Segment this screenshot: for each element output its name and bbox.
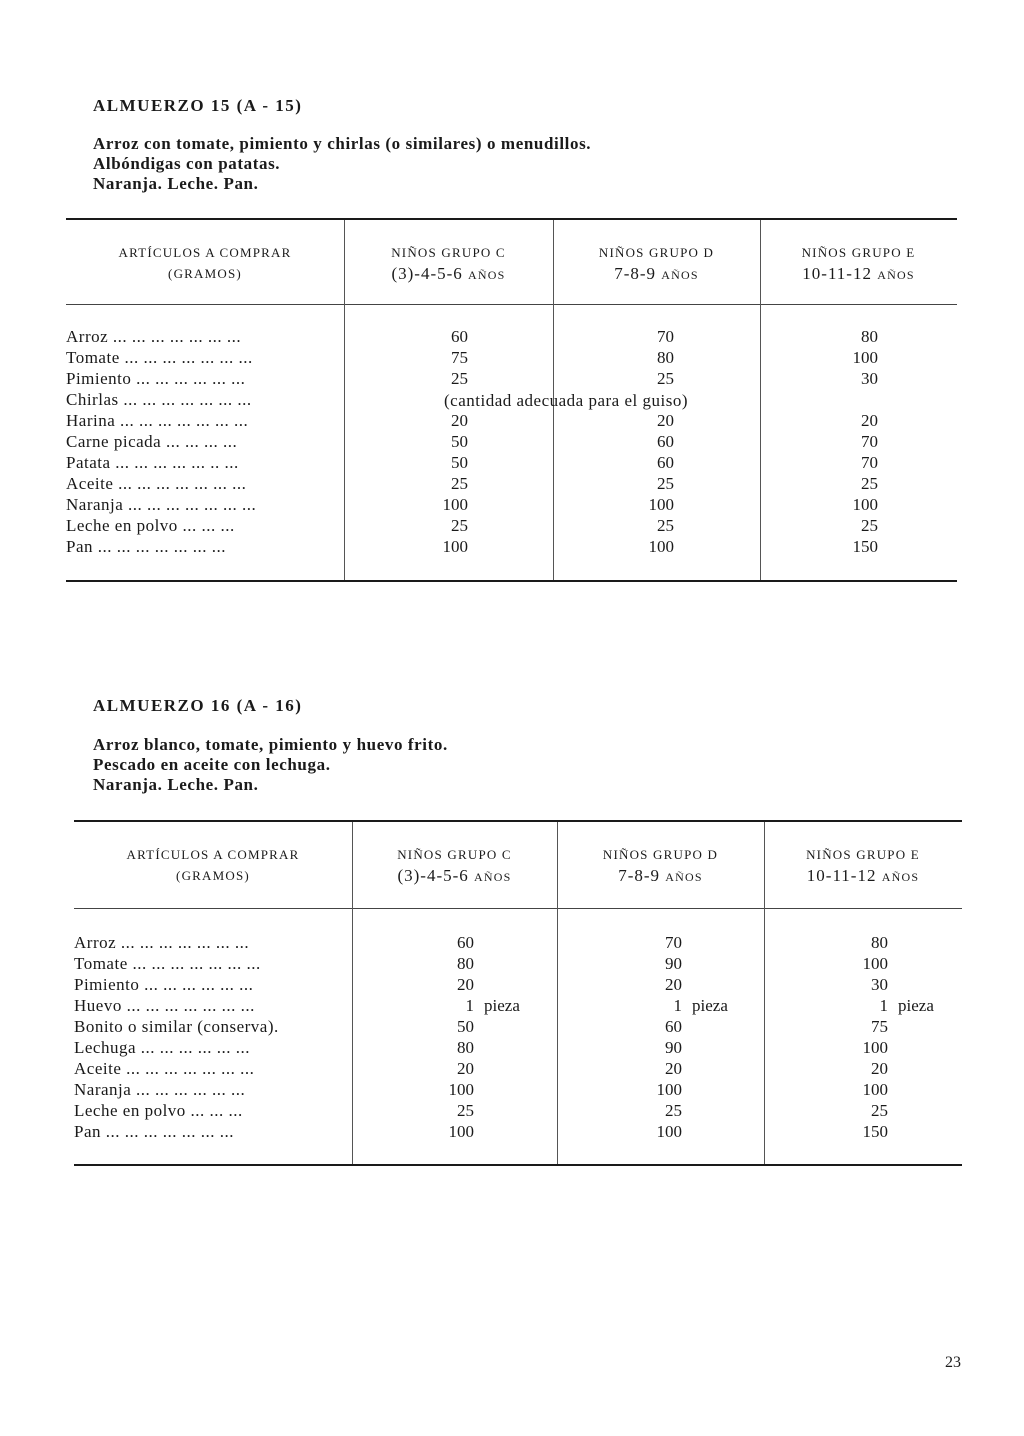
header-articles: ARTÍCULOS A COMPRAR (GRAMOS) — [118, 245, 292, 281]
value-group-d: 100 — [656, 1122, 682, 1141]
value-group-c: 100 — [448, 1080, 474, 1099]
value-group-e: 70 — [861, 432, 878, 451]
value-group-c: 75 — [451, 348, 468, 367]
section1-title: ALMUERZO 15 (A - 15) — [93, 96, 303, 115]
value-group-e: 100 — [862, 1080, 888, 1099]
item-name: Pan ... ... ... ... ... ... ... — [74, 1122, 234, 1141]
item-name: Harina ... ... ... ... ... ... ... — [66, 411, 249, 430]
table-row — [66, 347, 957, 368]
value-group-d: 25 — [657, 516, 674, 535]
table-row — [74, 1121, 962, 1142]
table-bottom-rule — [74, 1164, 962, 1166]
value-group-e: 100 — [852, 495, 878, 514]
value-group-d: 90 — [665, 954, 682, 973]
table-row — [74, 1058, 962, 1079]
unit-label: pieza — [692, 996, 728, 1015]
value-group-e: 150 — [862, 1122, 888, 1141]
section2-table — [74, 820, 962, 1168]
table-top-rule — [66, 218, 957, 220]
table-row — [66, 431, 957, 452]
value-group-c: 20 — [451, 411, 468, 430]
value-group-c: 20 — [457, 975, 474, 994]
table-row — [74, 1016, 962, 1037]
item-name: Pan ... ... ... ... ... ... ... — [66, 537, 226, 556]
section1-table — [66, 218, 957, 584]
table-row — [66, 536, 957, 557]
item-name: Tomate ... ... ... ... ... ... ... — [66, 348, 253, 367]
value-group-d: 25 — [657, 474, 674, 493]
table-row — [66, 452, 957, 473]
value-group-e: 20 — [861, 411, 878, 430]
value-group-e: 25 — [861, 516, 878, 535]
value-group-c: 80 — [457, 954, 474, 973]
value-group-d: 70 — [657, 327, 674, 346]
item-name: Pimiento ... ... ... ... ... ... — [66, 369, 246, 388]
item-name: Naranja ... ... ... ... ... ... ... — [66, 495, 257, 514]
table-row — [74, 932, 962, 953]
table-row — [74, 995, 962, 1016]
table-row — [74, 953, 962, 974]
value-group-d: 90 — [665, 1038, 682, 1057]
chirlas-note: (cantidad adecuada para el guiso) — [444, 391, 688, 410]
value-group-c: 25 — [451, 369, 468, 388]
value-group-e: 30 — [861, 369, 878, 388]
table-row — [66, 410, 957, 431]
value-group-e: 80 — [861, 327, 878, 346]
value-group-d: 60 — [657, 432, 674, 451]
item-name: Arroz ... ... ... ... ... ... ... — [66, 327, 242, 346]
unit-label: pieza — [484, 996, 520, 1015]
value-group-d: 20 — [665, 1059, 682, 1078]
value-group-c: 60 — [451, 327, 468, 346]
table-bottom-rule — [66, 580, 957, 582]
item-name: Huevo ... ... ... ... ... ... ... — [74, 996, 255, 1015]
header-articles: ARTÍCULOS A COMPRAR (GRAMOS) — [126, 847, 300, 883]
menu-line: Albóndigas con patatas. — [93, 154, 281, 173]
value-group-c: 100 — [442, 495, 468, 514]
menu-line: Naranja. Leche. Pan. — [93, 775, 259, 794]
table-row — [74, 974, 962, 995]
item-name: Leche en polvo ... ... ... — [74, 1101, 243, 1120]
item-name: Carne picada ... ... ... ... — [66, 432, 238, 451]
value-group-d: 20 — [665, 975, 682, 994]
value-group-e: 100 — [862, 1038, 888, 1057]
header-group-e: NIÑOS GRUPO E 10-11-12 AÑOS — [801, 245, 916, 283]
value-group-c: 60 — [457, 933, 474, 952]
table-header-rule — [74, 908, 962, 909]
item-name: Patata ... ... ... ... ... .. ... — [66, 453, 239, 472]
table-row — [66, 494, 957, 515]
value-group-d: 1 — [673, 996, 682, 1015]
value-group-d: 25 — [657, 369, 674, 388]
value-group-d: 100 — [656, 1080, 682, 1099]
value-group-e: 1 — [879, 996, 888, 1015]
value-group-d: 20 — [657, 411, 674, 430]
value-group-e: 150 — [852, 537, 878, 556]
item-name: Chirlas ... ... ... ... ... ... ... — [66, 390, 252, 409]
section2-menu — [93, 735, 448, 795]
value-group-d: 25 — [665, 1101, 682, 1120]
unit-label: pieza — [898, 996, 934, 1015]
item-name: Arroz ... ... ... ... ... ... ... — [74, 933, 250, 952]
header-group-c: NIÑOS GRUPO C (3)-4-5-6 AÑOS — [391, 245, 506, 283]
value-group-c: 25 — [457, 1101, 474, 1120]
header-group-e: NIÑOS GRUPO E 10-11-12 AÑOS — [806, 847, 920, 885]
item-name: Bonito o similar (conserva). — [74, 1017, 279, 1036]
menu-line: Arroz con tomate, pimiento y chirlas (o similares) o menudillos. — [93, 134, 592, 153]
table-row — [74, 1100, 962, 1121]
value-group-c: 100 — [448, 1122, 474, 1141]
menu-line: Pescado en aceite con lechuga. — [93, 755, 331, 774]
menu-line: Naranja. Leche. Pan. — [93, 174, 259, 193]
value-group-d: 80 — [657, 348, 674, 367]
item-name: Lechuga ... ... ... ... ... ... — [74, 1038, 251, 1057]
value-group-e: 100 — [852, 348, 878, 367]
item-name: Aceite ... ... ... ... ... ... ... — [66, 474, 247, 493]
table-row — [74, 1037, 962, 1058]
value-group-d: 70 — [665, 933, 682, 952]
table-row — [66, 473, 957, 494]
value-group-e: 20 — [871, 1059, 888, 1078]
item-name: Pimiento ... ... ... ... ... ... — [74, 975, 254, 994]
table-row — [66, 368, 957, 389]
section1-menu — [93, 134, 591, 194]
value-group-d: 100 — [648, 537, 674, 556]
value-group-e: 25 — [861, 474, 878, 493]
table-row — [74, 1079, 962, 1100]
value-group-c: 1 — [465, 996, 474, 1015]
header-group-d: NIÑOS GRUPO D 7-8-9 AÑOS — [602, 847, 719, 885]
value-group-e: 80 — [871, 933, 888, 952]
table-header-rule — [66, 304, 957, 305]
value-group-e: 30 — [871, 975, 888, 994]
value-group-c: 50 — [451, 432, 468, 451]
value-group-d: 60 — [657, 453, 674, 472]
value-group-c: 25 — [451, 516, 468, 535]
value-group-c: 25 — [451, 474, 468, 493]
value-group-c: 50 — [457, 1017, 474, 1036]
menu-line: Arroz blanco, tomate, pimiento y huevo frito. — [93, 735, 448, 754]
header-group-c: NIÑOS GRUPO C (3)-4-5-6 AÑOS — [397, 847, 512, 885]
value-group-c: 80 — [457, 1038, 474, 1057]
value-group-c: 50 — [451, 453, 468, 472]
value-group-c: 100 — [442, 537, 468, 556]
table-row — [66, 515, 957, 536]
item-name: Leche en polvo ... ... ... — [66, 516, 235, 535]
value-group-d: 100 — [648, 495, 674, 514]
value-group-e: 75 — [871, 1017, 888, 1036]
item-name: Aceite ... ... ... ... ... ... ... — [74, 1059, 255, 1078]
header-group-d: NIÑOS GRUPO D 7-8-9 AÑOS — [598, 245, 715, 283]
value-group-c: 20 — [457, 1059, 474, 1078]
value-group-e: 70 — [861, 453, 878, 472]
table-top-rule — [74, 820, 962, 822]
table-row — [66, 326, 957, 347]
value-group-e: 25 — [871, 1101, 888, 1120]
item-name: Tomate ... ... ... ... ... ... ... — [74, 954, 261, 973]
page-number: 23 — [945, 1354, 961, 1371]
item-name: Naranja ... ... ... ... ... ... — [74, 1080, 246, 1099]
section2-title: ALMUERZO 16 (A - 16) — [93, 696, 303, 715]
value-group-e: 100 — [862, 954, 888, 973]
value-group-d: 60 — [665, 1017, 682, 1036]
